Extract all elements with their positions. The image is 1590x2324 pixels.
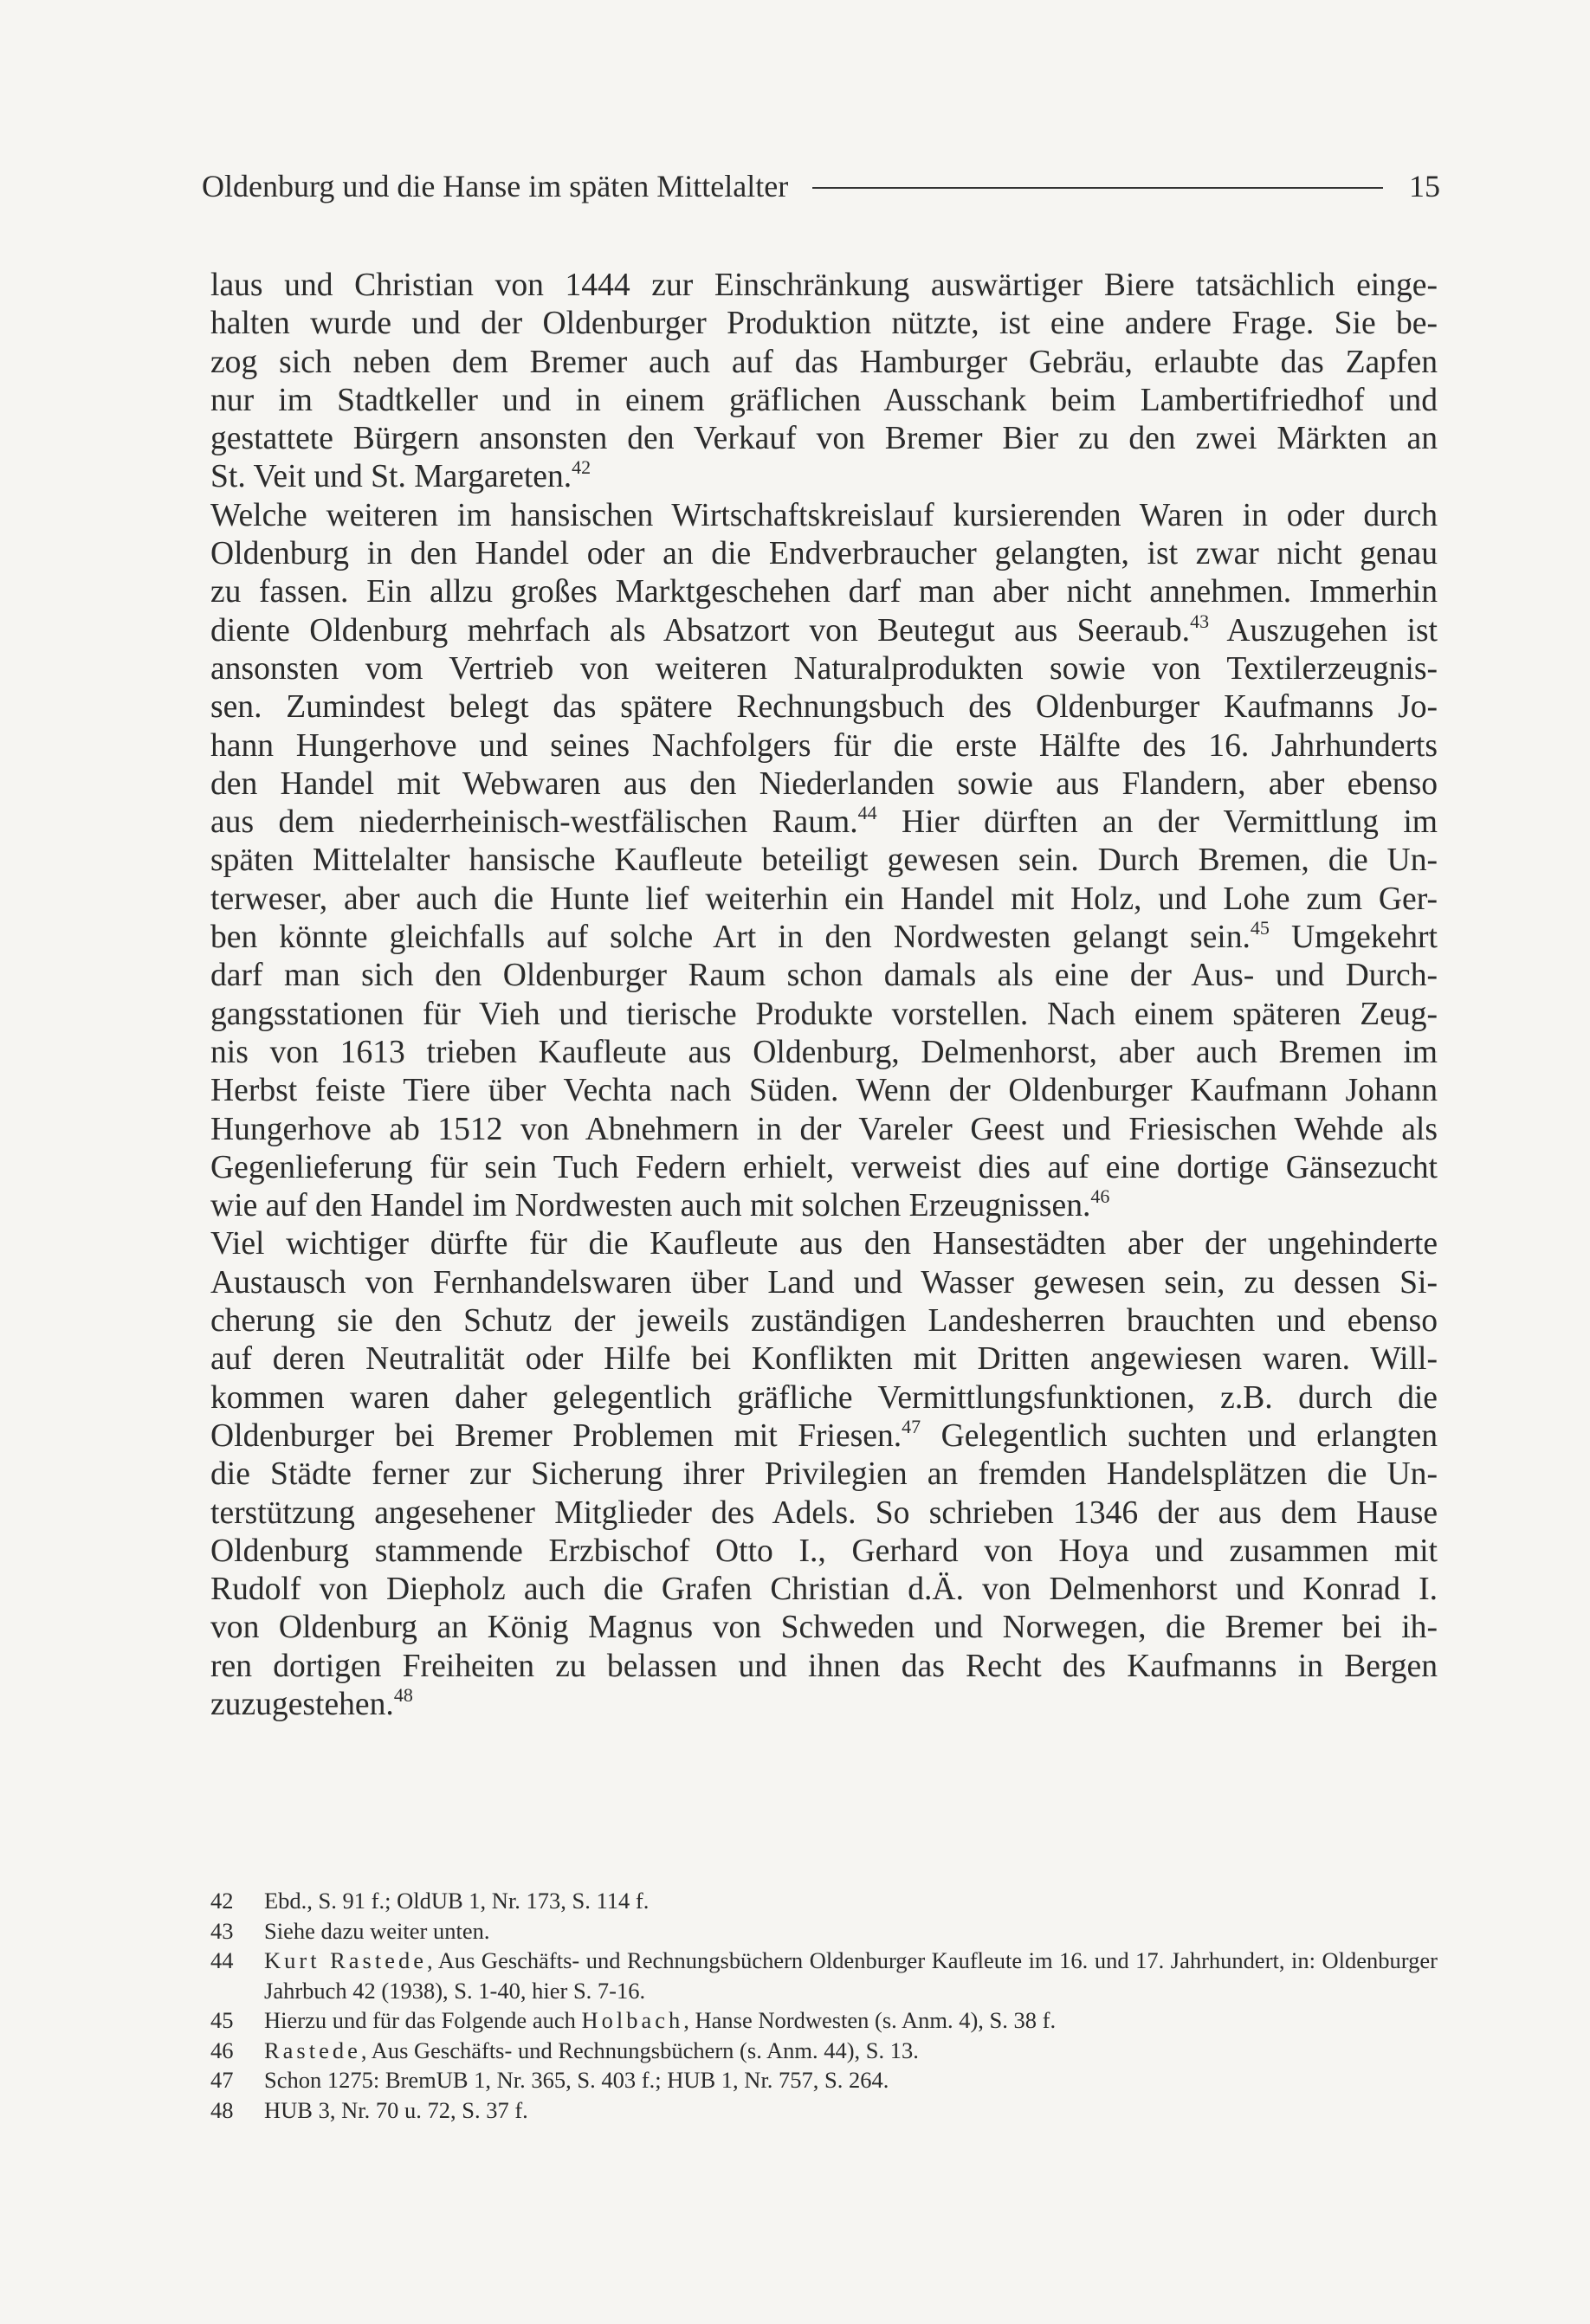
footnote-text: HUB 3, Nr. 70 u. 72, S. 37 f.	[264, 2096, 528, 2123]
text-line: darf man sich den Oldenburger Raum schon damals als eine der Aus- und Durch-	[210, 958, 1438, 994]
header-rule	[812, 187, 1383, 189]
footnotes	[210, 1886, 1438, 2125]
text-line	[210, 1683, 1438, 1724]
footnote-text: Ebd., S. 91 f.; OldUB 1, Nr. 173, S. 114 f.	[264, 1888, 650, 1914]
text-line: Oldenburg stammende Erzbischof Otto I., Gerhard von Hoya und zusammen mit	[210, 1533, 1438, 1569]
text-segment: diente Oldenburg mehrfach als Absatzort von Beutegut aus Seeraub.	[210, 612, 1191, 649]
text-line: Rudolf von Diepholz auch die Grafen Christian d.Ä. von Delmenhorst und Konrad I.	[210, 1572, 1438, 1608]
footnote-prefix: Hierzu und für das Folgende auch	[264, 2007, 582, 2033]
text-line: die Städte ferner zur Sicherung ihrer Privilegien an fremden Handelsplätzen die Un-	[210, 1456, 1438, 1493]
text-line: Herbst feiste Tiere über Vechta nach Süden. Wenn der Oldenburger Kaufmann Johann	[210, 1073, 1438, 1109]
text-line: Oldenburg in den Handel oder an die Endverbraucher gelangten, ist zwar nicht genau	[210, 536, 1438, 572]
text-line: zog sich neben dem Bremer auch auf das Hamburger Gebräu, erlaubte das Zapfen	[210, 344, 1438, 380]
footnote-ref[interactable]: 48	[393, 1683, 413, 1706]
text-line: auf deren Neutralität oder Hilfe bei Konflikten mit Dritten angewiesen waren. Will-	[210, 1341, 1438, 1378]
text-line: laus und Christian von 1444 zur Einschränkung auswärtiger Biere tatsächlich einge-	[210, 268, 1438, 303]
text-segment: Gelegentlich suchten und erlangten	[921, 1417, 1438, 1454]
footnote-citation: , Hanse Nordwesten (s. Anm. 4), S. 38 f.	[683, 2007, 1057, 2033]
footnote	[210, 2095, 1438, 2126]
footnote-author: Holbach	[581, 2007, 684, 2033]
footnote	[210, 1886, 1438, 1916]
footnote-ref[interactable]: 42	[572, 456, 591, 479]
footnote-text: Schon 1275: BremUB 1, Nr. 365, S. 403 f.; HUB 1, Nr. 757, S. 264.	[264, 2067, 889, 2093]
text-line: ansonsten vom Vertrieb von weiteren Naturalprodukten sowie von Textilerzeugnis-	[210, 650, 1438, 687]
page-number: 15	[1409, 169, 1440, 203]
text-line	[210, 1187, 1438, 1225]
footnote-citation: , Aus Geschäfts- und Rechnungsbüchern (s. Anm. 44), S. 13.	[360, 2037, 919, 2063]
text-line: cherung sie den Schutz der jeweils zuständigen Landesherren brauchten und ebenso	[210, 1303, 1438, 1340]
text-line: kommen waren daher gelegentlich gräfliche Vermittlungsfunktionen, z.B. durch die	[210, 1379, 1438, 1416]
text-line: terstützung angesehener Mitglieder des Adels. So schrieben 1346 der aus dem Hause	[210, 1494, 1438, 1531]
paragraph	[210, 1225, 1438, 1724]
text-line: gestattete Bürgern ansonsten den Verkauf von Bremer Bier zu den zwei Märkten an	[210, 421, 1438, 457]
header-title: Oldenburg und die Hanse im späten Mittelalter	[202, 169, 789, 203]
text-line: gangsstationen für Vieh und tierische Produkte vorstellen. Nach einem späteren Zeug-	[210, 996, 1438, 1032]
paragraph	[210, 267, 1438, 497]
footnote	[210, 2005, 1438, 2036]
text-line	[210, 919, 1438, 957]
text-line	[210, 804, 1438, 842]
text-line	[210, 458, 1438, 496]
footnote-ref[interactable]: 47	[902, 1415, 921, 1437]
text-line	[210, 612, 1438, 650]
footnote-ref[interactable]: 44	[857, 802, 877, 824]
text-line: nis von 1613 trieben Kaufleute aus Oldenburg, Delmenhorst, aber auch Bremen im	[210, 1034, 1438, 1070]
footnote-number: 48	[210, 2096, 234, 2123]
body-text	[210, 267, 1438, 1724]
footnote-ref[interactable]: 43	[1190, 610, 1210, 632]
text-segment: zuzugestehen.	[210, 1686, 394, 1722]
footnote-ref[interactable]: 45	[1250, 917, 1270, 939]
text-line: den Handel mit Webwaren aus den Niederlanden sowie aus Flandern, aber ebenso	[210, 765, 1438, 802]
text-line: nur im Stadtkeller und in einem gräflichen Ausschank beim Lambertifriedhof und	[210, 382, 1438, 418]
footnote-text	[264, 1946, 1438, 2005]
footnote-number: 47	[210, 2067, 234, 2093]
footnote	[210, 1946, 1438, 2005]
footnote-text	[264, 2036, 1438, 2066]
footnote-citation: , Aus Geschäfts- und Rechnungsbüchern Oldenburger Kaufleute im 16. und 17. Jahrhundert, in: Oldenburger Jahrbuch 42 (1938), S. 1-40, hier S. 7-16.	[264, 1947, 1438, 2004]
text-segment: Oldenburger bei Bremer Problemen mit Friesen.	[210, 1417, 902, 1454]
footnote-number: 45	[210, 2007, 234, 2033]
text-line: terweser, aber auch die Hunte lief weiterhin ein Handel mit Holz, und Lohe zum Ger-	[210, 881, 1438, 917]
text-line: sen. Zumindest belegt das spätere Rechnungsbuch des Oldenburger Kaufmanns Jo-	[210, 689, 1438, 726]
footnote	[210, 2065, 1438, 2095]
text-line: Gegenlieferung für sein Tuch Federn erhielt, verweist dies auf eine dortige Gänsezucht	[210, 1149, 1438, 1185]
footnote	[210, 1916, 1438, 1946]
footnote-number: 44	[210, 1947, 234, 1973]
text-line: Hungerhove ab 1512 von Abnehmern in der Vareler Geest und Friesischen Wehde als	[210, 1111, 1438, 1147]
footnote-author: Rastede	[264, 2037, 361, 2063]
footnote-text: Siehe dazu weiter unten.	[264, 1917, 490, 1944]
text-segment: Auszugehen ist	[1209, 612, 1438, 649]
paragraph	[210, 497, 1438, 1226]
text-line: halten wurde und der Oldenburger Produktion nützte, ist eine andere Frage. Sie be-	[210, 306, 1438, 342]
text-line: Viel wichtiger dürfte für die Kaufleute aus den Hansestädten aber der ungehinderte	[210, 1226, 1438, 1262]
text-line: Welche weiteren im hansischen Wirtschaftskreislauf kursierenden Waren in oder durch	[210, 497, 1438, 533]
text-line: späten Mittelalter hansische Kaufleute beteiligt gewesen sein. Durch Bremen, die Un-	[210, 842, 1438, 879]
text-line: ren dortigen Freiheiten zu belassen und ihnen das Recht des Kaufmanns in Bergen	[210, 1648, 1438, 1684]
text-segment: St. Veit und St. Margareten.	[210, 459, 572, 495]
text-segment: Umgekehrt	[1269, 920, 1438, 956]
text-line: zu fassen. Ein allzu großes Marktgeschehen darf man aber nicht annehmen. Immerhin	[210, 574, 1438, 610]
text-segment: ben könnte gleichfalls auf solche Art in den Nordwesten gelangt sein.	[210, 920, 1251, 956]
footnote-author: Kurt Rastede	[264, 1947, 427, 1973]
text-segment: aus dem niederrheinisch-westfälischen Raum.	[210, 804, 858, 841]
text-segment: wie auf den Handel im Nordwesten auch mit solchen Erzeugnissen.	[210, 1188, 1091, 1224]
footnote-number: 46	[210, 2037, 234, 2063]
footnote	[210, 2036, 1438, 2066]
footnote-ref[interactable]: 46	[1090, 1185, 1110, 1208]
text-line: Austausch von Fernhandelswaren über Land und Wasser gewesen sein, zu dessen Si-	[210, 1264, 1438, 1301]
text-line	[210, 1417, 1438, 1456]
text-line: von Oldenburg an König Magnus von Schweden und Norwegen, die Bremer bei ih-	[210, 1610, 1438, 1646]
footnote-text	[264, 2005, 1438, 2036]
footnote-number: 42	[210, 1888, 234, 1914]
running-header	[202, 165, 1440, 208]
footnote-number: 43	[210, 1917, 234, 1944]
text-line: hann Hungerhove und seines Nachfolgers für die erste Hälfte des 16. Jahrhunderts	[210, 727, 1438, 764]
text-segment: Hier dürften an der Vermittlung im	[876, 804, 1438, 841]
